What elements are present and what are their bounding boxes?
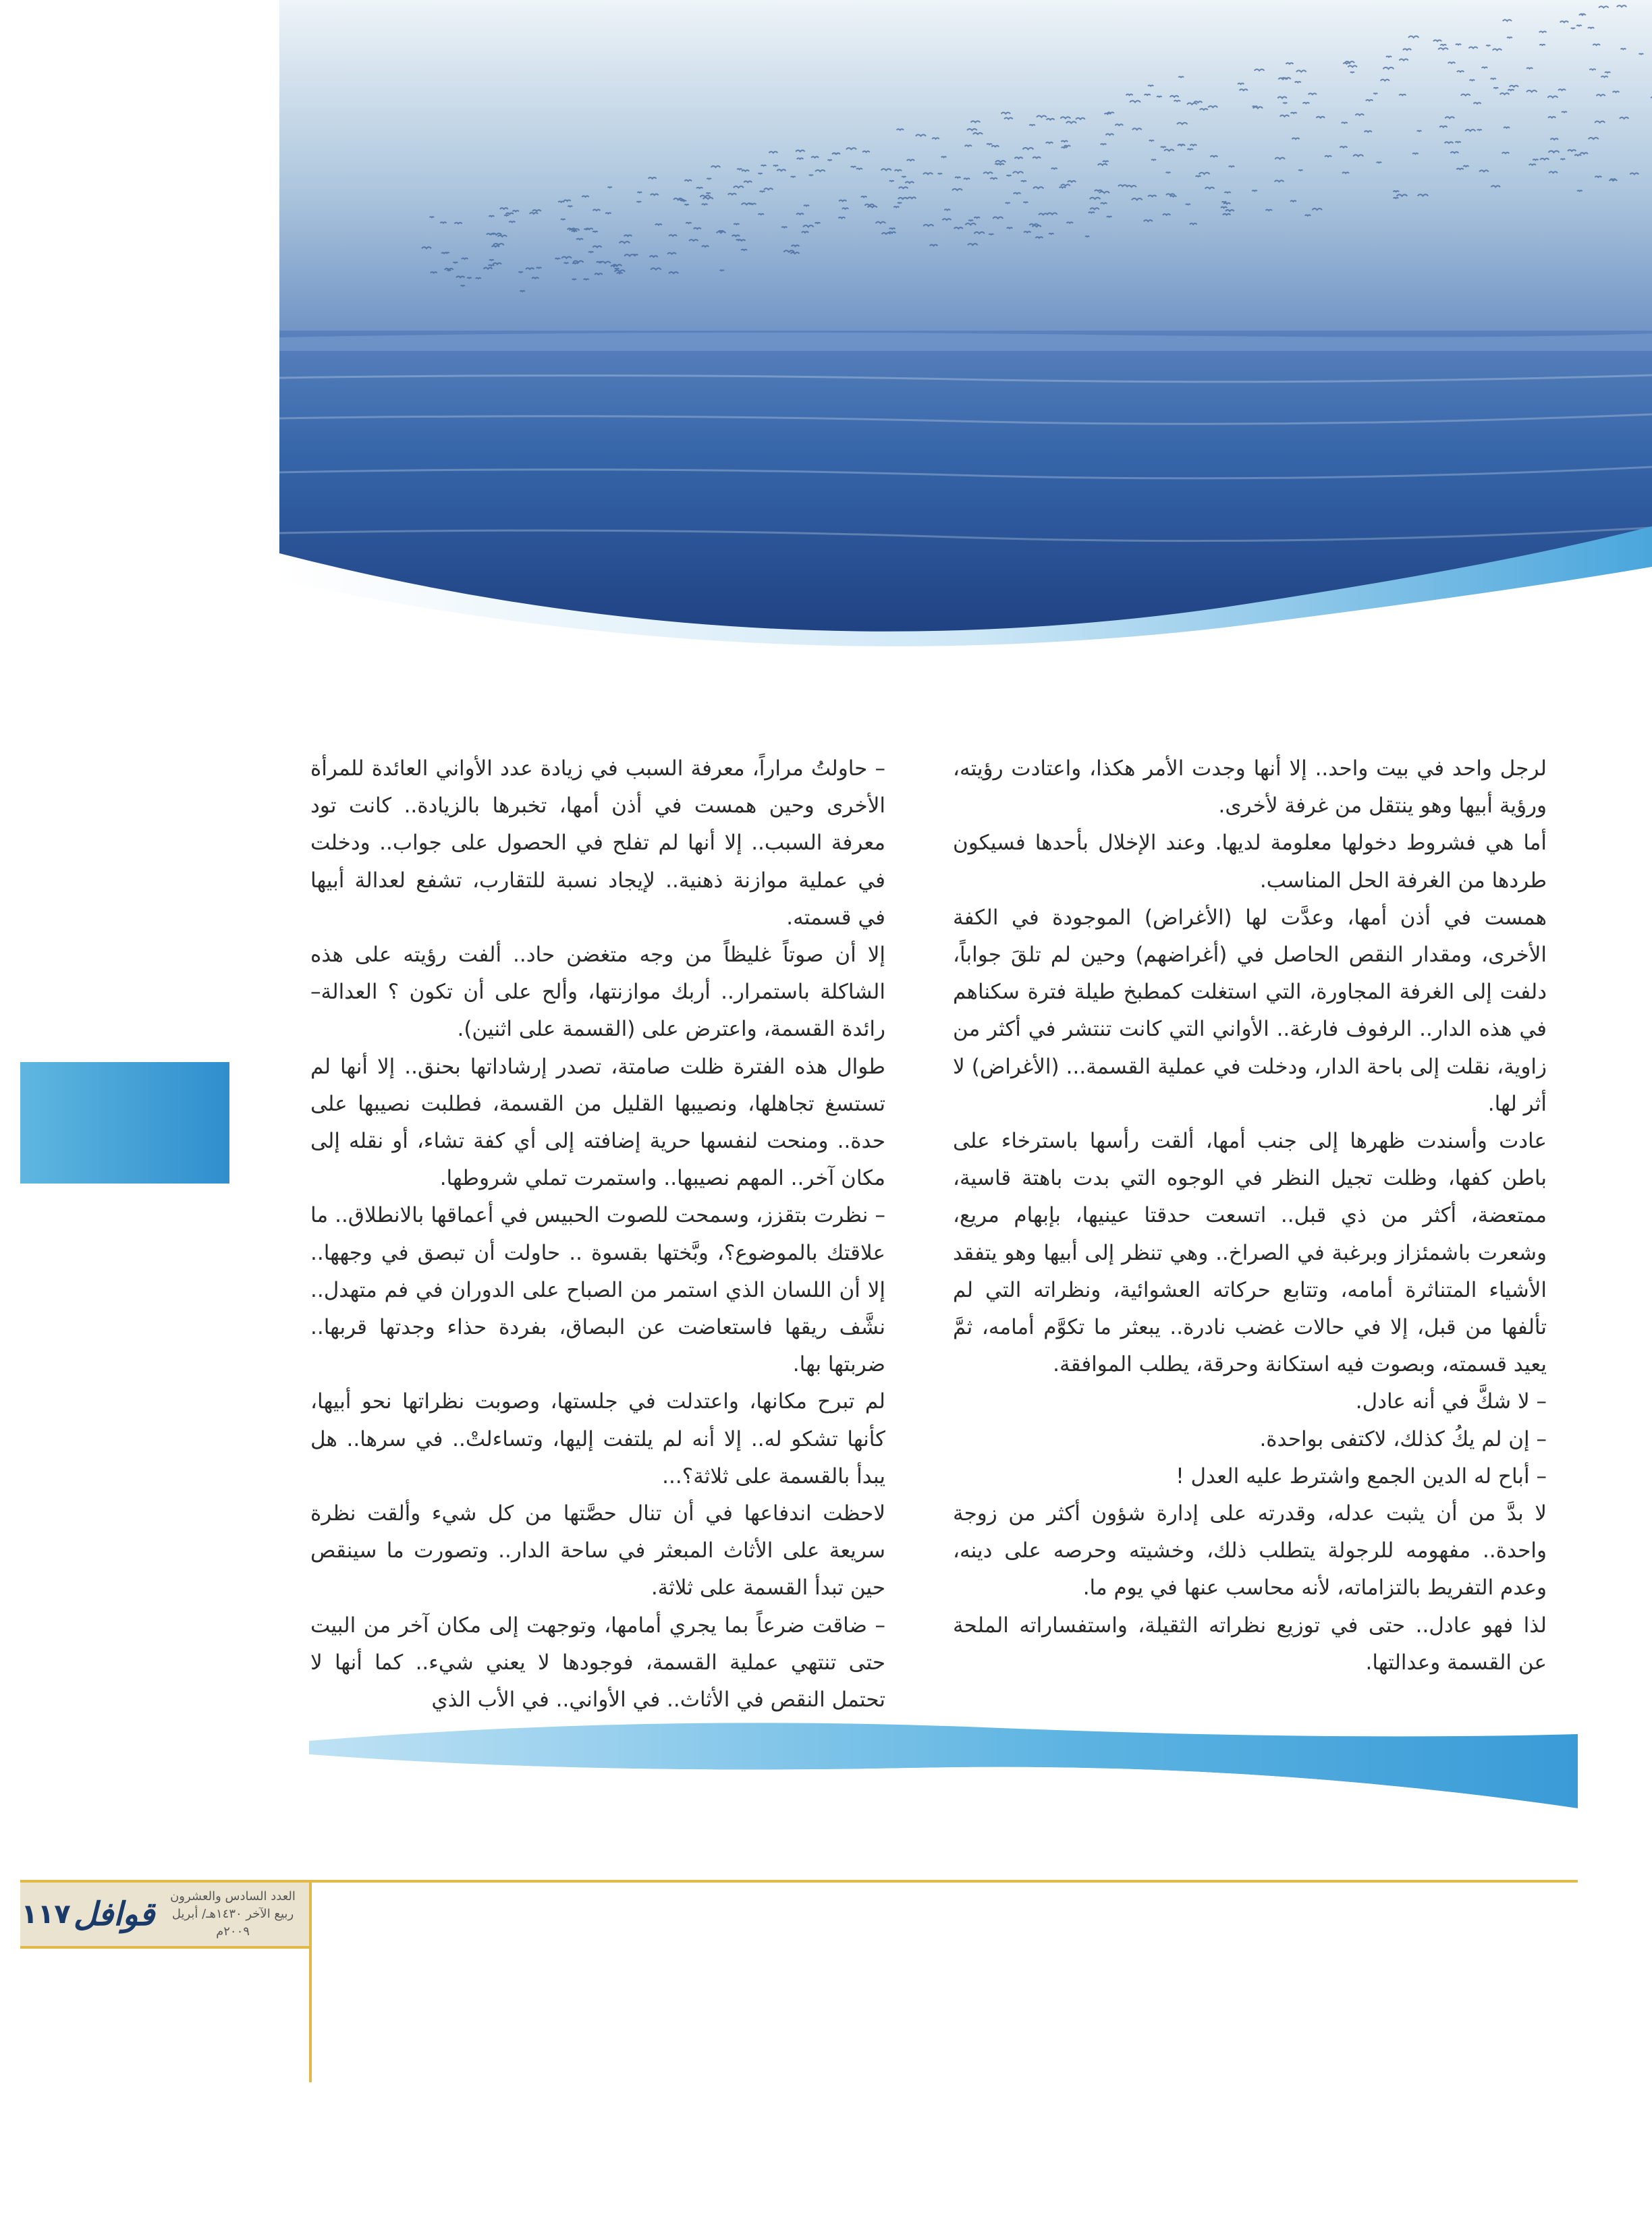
- bird-mark: [1366, 100, 1373, 101]
- bird-mark: [1325, 156, 1331, 157]
- bird-mark: [518, 272, 522, 273]
- bird-mark: [1340, 146, 1347, 148]
- footer-rule-vertical: [309, 1880, 312, 2082]
- bird-mark: [1491, 78, 1496, 79]
- bird-mark: [734, 224, 739, 225]
- bird-mark: [889, 228, 896, 229]
- bird-mark: [593, 209, 600, 211]
- bird-mark: [489, 216, 494, 217]
- footer-rule: [309, 1880, 1578, 1883]
- bird-mark: [702, 246, 709, 247]
- bird-mark: [791, 176, 796, 177]
- bird-mark: [1504, 127, 1510, 128]
- bird-mark: [1393, 191, 1398, 192]
- bird-mark: [637, 192, 642, 193]
- bird-mark: [1292, 138, 1299, 140]
- issue-date: ربيع الآخر ١٤٣٠هـ/ أبريل ٢٠٠٩م: [171, 1907, 294, 1939]
- bird-mark: [694, 228, 701, 229]
- bird-mark: [564, 262, 569, 263]
- bird-mark: [1252, 190, 1257, 191]
- article-paragraph: أما هي فشروط دخولها معلومة لديها. وعند الإخلال بأحدها فسيكون طردها من الغرفة الحل المناسب.: [953, 831, 1547, 893]
- bird-mark: [555, 258, 560, 259]
- bird-mark: [759, 214, 764, 215]
- bird-mark: [586, 228, 593, 229]
- bird-mark: [895, 170, 902, 171]
- bird-mark: [572, 279, 576, 280]
- bird-mark: [1024, 231, 1030, 233]
- bird-mark: [1562, 111, 1567, 112]
- bird-mark: [509, 221, 515, 222]
- bird-mark: [1342, 122, 1348, 123]
- article-paragraph: همست في أذن أمها، وعدَّت لها (الأغراض) الموجودة في الكفة الأخرى، ومقدار النقص الحاصل في (أغراضهم) وحين لم تلقَ جواباً، دلفت إلى الغرفة المجاورة، التي استغلت كمطبخ طيلة فترة سكناهم في هذه الدار.. الرفوف فارغة.. الأواني التي كانت تنتشر في أكثر من زاوية، نقلت إلى باحة الدار، ودخلت في عملية القسمة... (الأغراض) لا أثر لها.: [953, 905, 1547, 1116]
- bird-mark: [1149, 140, 1154, 141]
- article-paragraph: – نظرت بتقزز، وسمحت للصوت الحبيس في أعماقها بالانطلاق.. ما علاقتك بالموضوع؟، وبَّختها بقسوة .. حاولت أن تبصق في وجهها.. إلا أن اللسان الذي استمر من الصباح على الدوران في فم متهدل.. نشَّف ريقها فاستعاضت عن البصاق، بفردة حذاء وجدتها قربها.. ضربتها بها.: [310, 1203, 885, 1377]
- bird-mark: [989, 234, 993, 235]
- bird-mark: [1639, 53, 1644, 54]
- bird-mark: [1046, 142, 1053, 144]
- bird-mark: [1190, 223, 1197, 225]
- bird-mark: [839, 200, 846, 202]
- bird-mark: [964, 178, 970, 179]
- bird-mark: [1529, 164, 1536, 165]
- bird-mark: [1595, 176, 1601, 177]
- bird-mark: [1558, 89, 1566, 90]
- bird-mark: [1085, 236, 1089, 237]
- bird-mark: [487, 233, 494, 235]
- bird-mark: [1593, 44, 1600, 45]
- bird-mark: [1412, 153, 1418, 154]
- bird-mark: [804, 205, 809, 206]
- bird-mark: [1577, 190, 1582, 191]
- bird-mark: [1166, 172, 1171, 173]
- bird-mark: [759, 173, 763, 174]
- bird-mark: [1589, 69, 1595, 70]
- bird-mark: [558, 201, 564, 202]
- bird-mark: [968, 220, 973, 221]
- bird-mark: [536, 267, 541, 268]
- bird-mark: [532, 277, 539, 279]
- issue-number: العدد السادس والعشرون: [170, 1889, 296, 1903]
- article-paragraph: إلا أن صوتاً غليظاً من وجه متغضن حاد.. ألفت رؤيته على هذه الشاكلة باستمرار.. أربك موازنتها، وألح على أن تكون ؟ العدالة– رائدة القسمة، واعترض على (القسمة على اثنين).: [310, 943, 885, 1042]
- bird-mark: [506, 213, 514, 215]
- bird-mark: [1157, 96, 1161, 97]
- bird-mark: [761, 165, 767, 166]
- bird-mark: [1386, 56, 1392, 57]
- bird-mark: [811, 157, 819, 158]
- bird-mark: [889, 181, 894, 182]
- bird-mark: [1196, 176, 1201, 177]
- bird-mark: [572, 263, 578, 264]
- bird-mark: [938, 173, 942, 174]
- bird-mark: [1417, 131, 1422, 132]
- bird-mark: [898, 202, 902, 203]
- bird-mark: [1463, 166, 1468, 167]
- bird-mark: [461, 285, 465, 286]
- side-color-band: [20, 1062, 229, 1184]
- bird-mark: [1014, 193, 1021, 194]
- bird-mark: [760, 191, 765, 192]
- article-paragraph: – لا شكَّ في أنه عادل.: [1355, 1389, 1547, 1414]
- bird-mark: [706, 193, 710, 194]
- bird-mark: [453, 262, 458, 263]
- bird-mark: [1486, 45, 1490, 46]
- bird-mark: [1210, 156, 1217, 157]
- article-paragraph: طوال هذه الفترة ظلت صامتة، تصدر إرشاداتها بحنق.. إلا أنها لم تستسغ تجاهلها، ونصيبها القليل من القسمة، فطلبت نصيبها على حدة.. ومنحت لنفسها حرية إضافته إلى أي كفة تشاء، أو نقله إلى مكان آخر.. المهم نصيبها.. واستمرت تملي شروطها.: [310, 1054, 885, 1191]
- bird-mark: [1179, 144, 1184, 145]
- bird-mark: [467, 277, 471, 278]
- bird-mark: [720, 270, 724, 271]
- bird-mark: [593, 231, 597, 232]
- bird-mark: [608, 187, 612, 188]
- bird-mark: [838, 217, 845, 218]
- bird-mark: [504, 215, 509, 216]
- bird-mark: [862, 151, 869, 152]
- bird-mark: [684, 204, 688, 205]
- bird-mark: [1021, 181, 1026, 182]
- bird-mark: [773, 165, 778, 166]
- article-paragraph: – ضاقت ضرعاً بما يجري أمامها، وتوجهت إلى مكان آخر من البيت حتى تنتهي عملية القسمة، فوجودها لا يعني شيء.. كما أنها لا تحتمل النقص في الأثاث.. في الأواني.. في الأب الذي: [310, 1613, 885, 1713]
- bird-mark: [1126, 94, 1133, 95]
- page-number: ١١٧: [21, 1899, 71, 1930]
- bird-mark: [1238, 83, 1244, 84]
- bird-mark: [441, 252, 447, 253]
- bird-mark: [684, 180, 692, 182]
- bird-mark: [944, 209, 950, 210]
- bird-mark: [1007, 175, 1012, 176]
- bird-mark: [1223, 203, 1230, 204]
- bird-mark: [1145, 94, 1151, 95]
- qawafil-logo-icon: قوافل: [73, 1895, 155, 1933]
- bird-mark: [897, 129, 904, 130]
- footer-tab: [20, 1880, 309, 1949]
- bird-mark: [1035, 237, 1043, 238]
- bird-mark: [1049, 233, 1053, 234]
- bird-mark: [965, 145, 972, 146]
- bird-mark: [1457, 71, 1464, 72]
- bird-mark: [655, 224, 662, 225]
- bird-mark: [1456, 169, 1463, 170]
- bird-mark: [1286, 63, 1293, 64]
- bird-mark: [1148, 85, 1153, 86]
- bird-mark: [678, 200, 684, 201]
- bird-mark: [1571, 28, 1575, 29]
- bird-mark: [707, 178, 711, 179]
- bird-mark: [1101, 203, 1107, 204]
- bird-mark: [796, 213, 804, 215]
- bird-mark: [447, 270, 451, 271]
- bird-mark: [1067, 222, 1073, 223]
- bird-mark: [1161, 146, 1166, 147]
- bird-mark: [995, 164, 999, 165]
- bird-mark: [476, 278, 481, 279]
- bird-mark: [1533, 159, 1538, 160]
- bird-mark: [828, 160, 832, 161]
- bird-mark: [1601, 76, 1607, 78]
- bird-mark: [1580, 14, 1585, 15]
- bird-mark: [1343, 63, 1350, 64]
- article-paragraph: لا بدَّ من أن يثبت عدله، وقدرته على إدارة شؤون أكثر من زوجة واحدة.. مفهومه للرجولة يتطلب ذلك، وخشيته وحرصه على دينه، وعدم التفريط بالتزاماته، لأنه محاسب عنها في يوم ما.: [953, 1501, 1547, 1601]
- bird-mark: [1252, 106, 1257, 107]
- bird-mark: [1266, 210, 1273, 211]
- bird-mark: [1290, 200, 1296, 201]
- bird-mark: [582, 196, 588, 197]
- bird-mark: [611, 266, 617, 267]
- bird-mark: [1051, 168, 1057, 169]
- bird-mark: [1221, 207, 1227, 208]
- article-paragraph: عادت وأسندت ظهرها إلى جنب أمها، ألقت رأسها باسترخاء على باطن كفها، وظلت تجيل النظر في الوجوه التي بدت باهتة قاسية، ممتعضة، أكثر من ذي قبل.. اتسعت حدقتا عينيها، بإبهام مريع، وشعرت باشمئزاز وبرغبة في الصراخ.. وهي تنظر إلى أبيها وهو يتفقد الأشياء المتناثرة أمامه، وتتابع حركاته العشوائية، ونظراته التي لم تألفها من قبل، إلا في حالات غضب نادرة.. يبعثر ما تكوَّم أمامه، ثمَّ يعيد قسمته، وبصوت فيه استكانة وحرقة، يطلب الموافقة.: [953, 1129, 1547, 1377]
- bird-mark: [1188, 149, 1193, 150]
- article-paragraph: – أباح له الدين الجمع واشترط عليه العدل !: [1176, 1464, 1547, 1489]
- bird-mark: [1576, 25, 1582, 26]
- bird-mark: [1605, 72, 1610, 73]
- bird-mark: [1507, 37, 1512, 38]
- bird-mark: [1548, 117, 1555, 118]
- bird-mark: [1399, 94, 1406, 96]
- bird-mark: [564, 200, 571, 201]
- bird-mark: [1007, 227, 1012, 228]
- bird-mark: [1062, 147, 1067, 148]
- bird-mark: [1105, 113, 1111, 114]
- bird-mark: [907, 159, 914, 161]
- article-paragraph: لذا فهو عادل.. حتى في توزيع نظراته الثقيلة، واستفساراته الملحة عن القسمة وعدالتها.: [953, 1613, 1547, 1675]
- bird-mark: [1365, 131, 1372, 132]
- article-paragraph: – حاولتُ مراراً، معرفة السبب في زيادة عدد الأواني العائدة للمرأة الأخرى وحين همست في أذن أمها، تخبرها بالزيادة.. كانت تود معرفة السبب.. إلا أنها لم تفلح في الحصول على جواب.. ودخلت في عملية موازنة ذهنية.. لإيجاد نسبة للتقارب، تشفع لعدالة أبيها في قسمته.: [310, 756, 885, 930]
- article-paragraph: – إن لم يكُ كذلك، لاكتفى بواحدة.: [1259, 1426, 1547, 1451]
- bird-mark: [1526, 68, 1533, 69]
- bird-mark: [1613, 91, 1620, 92]
- bird-mark: [1377, 162, 1381, 163]
- sea-birds-illustration: [279, 0, 1652, 648]
- decorative-wave: [309, 1707, 1578, 1815]
- bird-mark: [1298, 170, 1302, 171]
- bird-mark: [454, 223, 462, 224]
- bird-mark: [1178, 76, 1184, 77]
- bird-mark: [1229, 166, 1234, 167]
- bird-mark: [893, 206, 899, 207]
- issue-info: [157, 1888, 309, 1941]
- bird-mark: [742, 170, 749, 171]
- bird-mark: [1062, 141, 1068, 142]
- article-column-right: [953, 750, 1547, 1681]
- sea-birds-photo: [279, 0, 1652, 648]
- bird-mark: [1089, 212, 1095, 213]
- bird-mark: [1190, 144, 1197, 145]
- bird-mark: [462, 258, 468, 259]
- bird-mark: [489, 265, 494, 266]
- article-paragraph: لاحظت اندفاعها في أن تنال حصَّتها من كل شيء وألقت نظرة سريعة على الأثاث المبعثر في ساحة الدار.. وتصورت ما سينقص حين تبدأ القسمة على ثلاثة.: [310, 1501, 885, 1601]
- bird-mark: [1474, 103, 1481, 104]
- bird-mark: [1006, 202, 1010, 203]
- bird-mark: [1539, 32, 1547, 33]
- bird-mark: [1448, 62, 1456, 63]
- bird-mark: [1502, 152, 1510, 154]
- bird-mark: [561, 219, 566, 220]
- bird-mark: [1059, 187, 1066, 188]
- bird-mark: [440, 222, 446, 223]
- bird-mark: [431, 272, 437, 273]
- bird-mark: [576, 239, 583, 240]
- bird-mark: [861, 196, 866, 197]
- bird-mark: [1456, 44, 1461, 45]
- bird-mark: [990, 178, 997, 179]
- bird-mark: [797, 158, 804, 159]
- article-paragraph: لرجل واحد في بيت واحد.. إلا أنها وجدت الأمر هكذا، واعتادت رؤيته، ورؤية أبيها وهو ينتقل من غرفة لأخرى.: [953, 756, 1547, 818]
- bird-mark: [991, 146, 999, 147]
- bird-mark: [1373, 93, 1377, 94]
- bird-mark: [802, 231, 808, 233]
- bird-mark: [1151, 159, 1156, 160]
- bird-mark: [932, 138, 939, 139]
- article-column-left: [310, 750, 885, 1719]
- bird-mark: [1342, 172, 1349, 173]
- article-paragraph: لم تبرح مكانها، واعتدلت في جلستها، وصوبت نظراتها نحو أبيها، كأنها تشكو له.. إلا أنه لم يلتفت إليها، وتساءلتْ.. في سرها.. هل يبدأ بالقسمة على ثلاثة؟...: [310, 1389, 885, 1489]
- bird-mark: [1350, 72, 1354, 73]
- bird-mark: [974, 217, 980, 218]
- bird-mark: [738, 240, 745, 241]
- bird-mark: [1029, 125, 1035, 126]
